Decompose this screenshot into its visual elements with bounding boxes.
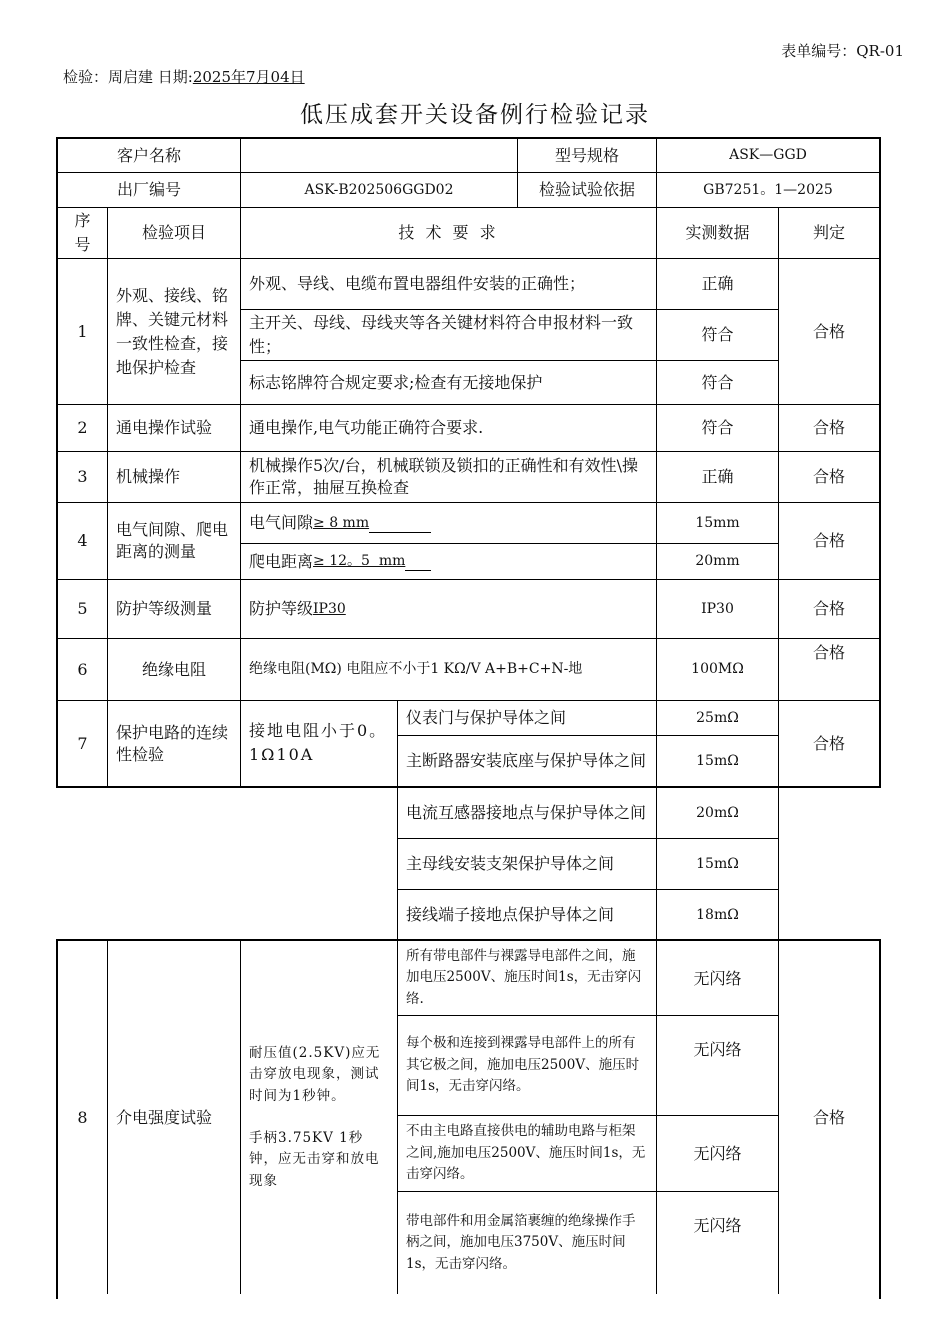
- inspection-date: 2025年7月04日: [192, 68, 305, 86]
- r7-measured-4: 15mΩ: [656, 838, 779, 890]
- r5-req-value: IP30: [313, 600, 346, 617]
- basis-label: 检验试验依据: [517, 172, 657, 208]
- col-requirement: 技 术 要 求: [240, 207, 657, 259]
- r7-req: 接地电阻小于0。1Ω10A: [240, 700, 398, 788]
- r8-point-2: 每个极和连接到裸露导电部件上的所有其它极之间，施加电压2500V、施压时间1s，无击穿闪络。: [397, 1015, 657, 1116]
- r2-item: 通电操作试验: [107, 404, 241, 452]
- r7-point-5: 接线端子接地点保护导体之间: [397, 889, 657, 941]
- r4-seq: 4: [57, 502, 108, 580]
- inspector-date-line: [63, 66, 305, 87]
- r8-point-4: 带电部件和用金属箔裹缠的绝缘操作手柄之间，施加电压3750V、施压时间1s，无击穿闪络。: [397, 1191, 657, 1294]
- r1-verdict: 合格: [778, 258, 880, 405]
- serial-value: ASK-B202506GGD02: [240, 172, 518, 208]
- r8-point-1: 所有带电部件与裸露导电部件之间，施加电压2500V、施压时间1s，无击穿闪络.: [397, 940, 657, 1016]
- r7-verdict: 合格: [778, 700, 880, 788]
- r7-point-4: 主母线安装支架保护导体之间: [397, 838, 657, 890]
- r3-verdict: 合格: [778, 451, 880, 503]
- r1-measured2: 符合: [656, 309, 779, 361]
- r1-measured1: 正确: [656, 258, 779, 310]
- r4-req2-value: ≥ 12。5 mm: [313, 553, 406, 569]
- r6-item: 绝缘电阻: [107, 638, 241, 701]
- r2-req: 通电操作,电气功能正确符合要求.: [240, 404, 657, 452]
- r8-measured-1: 无闪络: [656, 940, 779, 1016]
- r8-measured-2: 无闪络: [656, 1015, 779, 1116]
- r6-seq: 6: [57, 638, 108, 701]
- r7-point-2: 主断路器安装底座与保护导体之间: [397, 735, 657, 788]
- r3-measured: 正确: [656, 451, 779, 503]
- r7-seq: 7: [57, 700, 108, 788]
- col-verdict: 判定: [778, 207, 880, 259]
- r8-measured-4: 无闪络: [656, 1191, 779, 1294]
- r8-item: 介电强度试验: [107, 940, 241, 1294]
- document-title: 低压成套开关设备例行检验记录: [300, 102, 650, 128]
- r7-measured-1: 25mΩ: [656, 700, 779, 736]
- basis-value: GB7251。1—2025: [656, 172, 880, 208]
- inspector-label: 检验：周启建 日期:: [63, 68, 193, 86]
- r2-measured: 符合: [656, 404, 779, 452]
- r1-req2: 主开关、母线、母线夹等各关键材料符合申报材料一致性；: [240, 309, 657, 361]
- r8-verdict: 合格: [778, 940, 880, 1294]
- r6-req: 绝缘电阻(MΩ) 电阻应不小于1 KΩ/V A+B+C+N-地: [240, 638, 657, 701]
- form-number: 表单编号：QR-01: [781, 42, 904, 60]
- r5-item: 防护等级测量: [107, 579, 241, 639]
- r3-req: 机械操作5次/台，机械联锁及锁扣的正确性和有效性\操作正常，抽屉互换检查: [240, 451, 657, 503]
- r3-item: 机械操作: [107, 451, 241, 503]
- r5-measured: IP30: [656, 579, 779, 639]
- r8-req-handle: 手柄3.75KV 1秒钟，应无击穿和放电现象: [249, 1129, 380, 1189]
- r4-req1-prefix: 电气间隙: [249, 513, 314, 532]
- r5-req-prefix: 防护等级: [249, 599, 314, 618]
- r7-measured-3: 20mΩ: [656, 787, 779, 839]
- r3-seq: 3: [57, 451, 108, 503]
- r7-point-1: 仪表门与保护导体之间: [397, 700, 657, 736]
- r8-measured-3: 无闪络: [656, 1115, 779, 1192]
- r8-point-3: 不由主电路直接供电的辅助电路与柜架之间,施加电压2500V、施压时间1s，无击穿闪络。: [397, 1115, 657, 1192]
- r5-verdict: 合格: [778, 579, 880, 639]
- r8-req-voltage: 耐压值(2.5KV)应无击穿放电现象，测试时间为1秒钟。: [249, 1044, 381, 1104]
- r1-req1: 外观、导线、电缆布置电器组件安装的正确性；: [240, 258, 657, 310]
- r4-req2-prefix: 爬电距离: [249, 551, 314, 571]
- table-frame-bottom: [56, 939, 881, 1299]
- r1-seq: 1: [57, 258, 108, 405]
- r6-measured: 100MΩ: [656, 638, 779, 701]
- customer-label: 客户名称: [57, 138, 241, 173]
- r7-measured-5: 18mΩ: [656, 889, 779, 941]
- serial-label: 出厂编号: [57, 172, 241, 208]
- r8-seq: 8: [57, 940, 108, 1294]
- col-seq: 序号: [57, 207, 108, 259]
- r4-item: 电气间隙、爬电距离的测量: [107, 502, 241, 580]
- r5-seq: 5: [57, 579, 108, 639]
- r4-verdict: 合格: [778, 502, 880, 580]
- r1-req3: 标志铭牌符合规定要求;检查有无接地保护: [240, 360, 657, 405]
- r4-measured1: 15mm: [656, 502, 779, 544]
- col-item: 检验项目: [107, 207, 241, 259]
- r2-seq: 2: [57, 404, 108, 452]
- r6-verdict: 合格: [778, 638, 880, 701]
- r7-measured-2: 15mΩ: [656, 735, 779, 788]
- r1-measured3: 符合: [656, 360, 779, 405]
- r7-point-3: 电流互感器接地点与保护导体之间: [397, 787, 657, 839]
- r4-measured2: 20mm: [656, 543, 779, 580]
- r2-verdict: 合格: [778, 404, 880, 452]
- r7-item: 保护电路的连续性检验: [107, 700, 241, 788]
- table-frame-top: [56, 137, 881, 788]
- r1-item: 外观、接线、铭牌、关键元材料一致性检查，接地保护检查: [107, 258, 241, 405]
- model-label: 型号规格: [517, 138, 657, 173]
- col-measured: 实测数据: [656, 207, 779, 259]
- model-value: ASK—GGD: [656, 138, 880, 173]
- r4-req1-value: ≥ 8 mm: [313, 514, 370, 531]
